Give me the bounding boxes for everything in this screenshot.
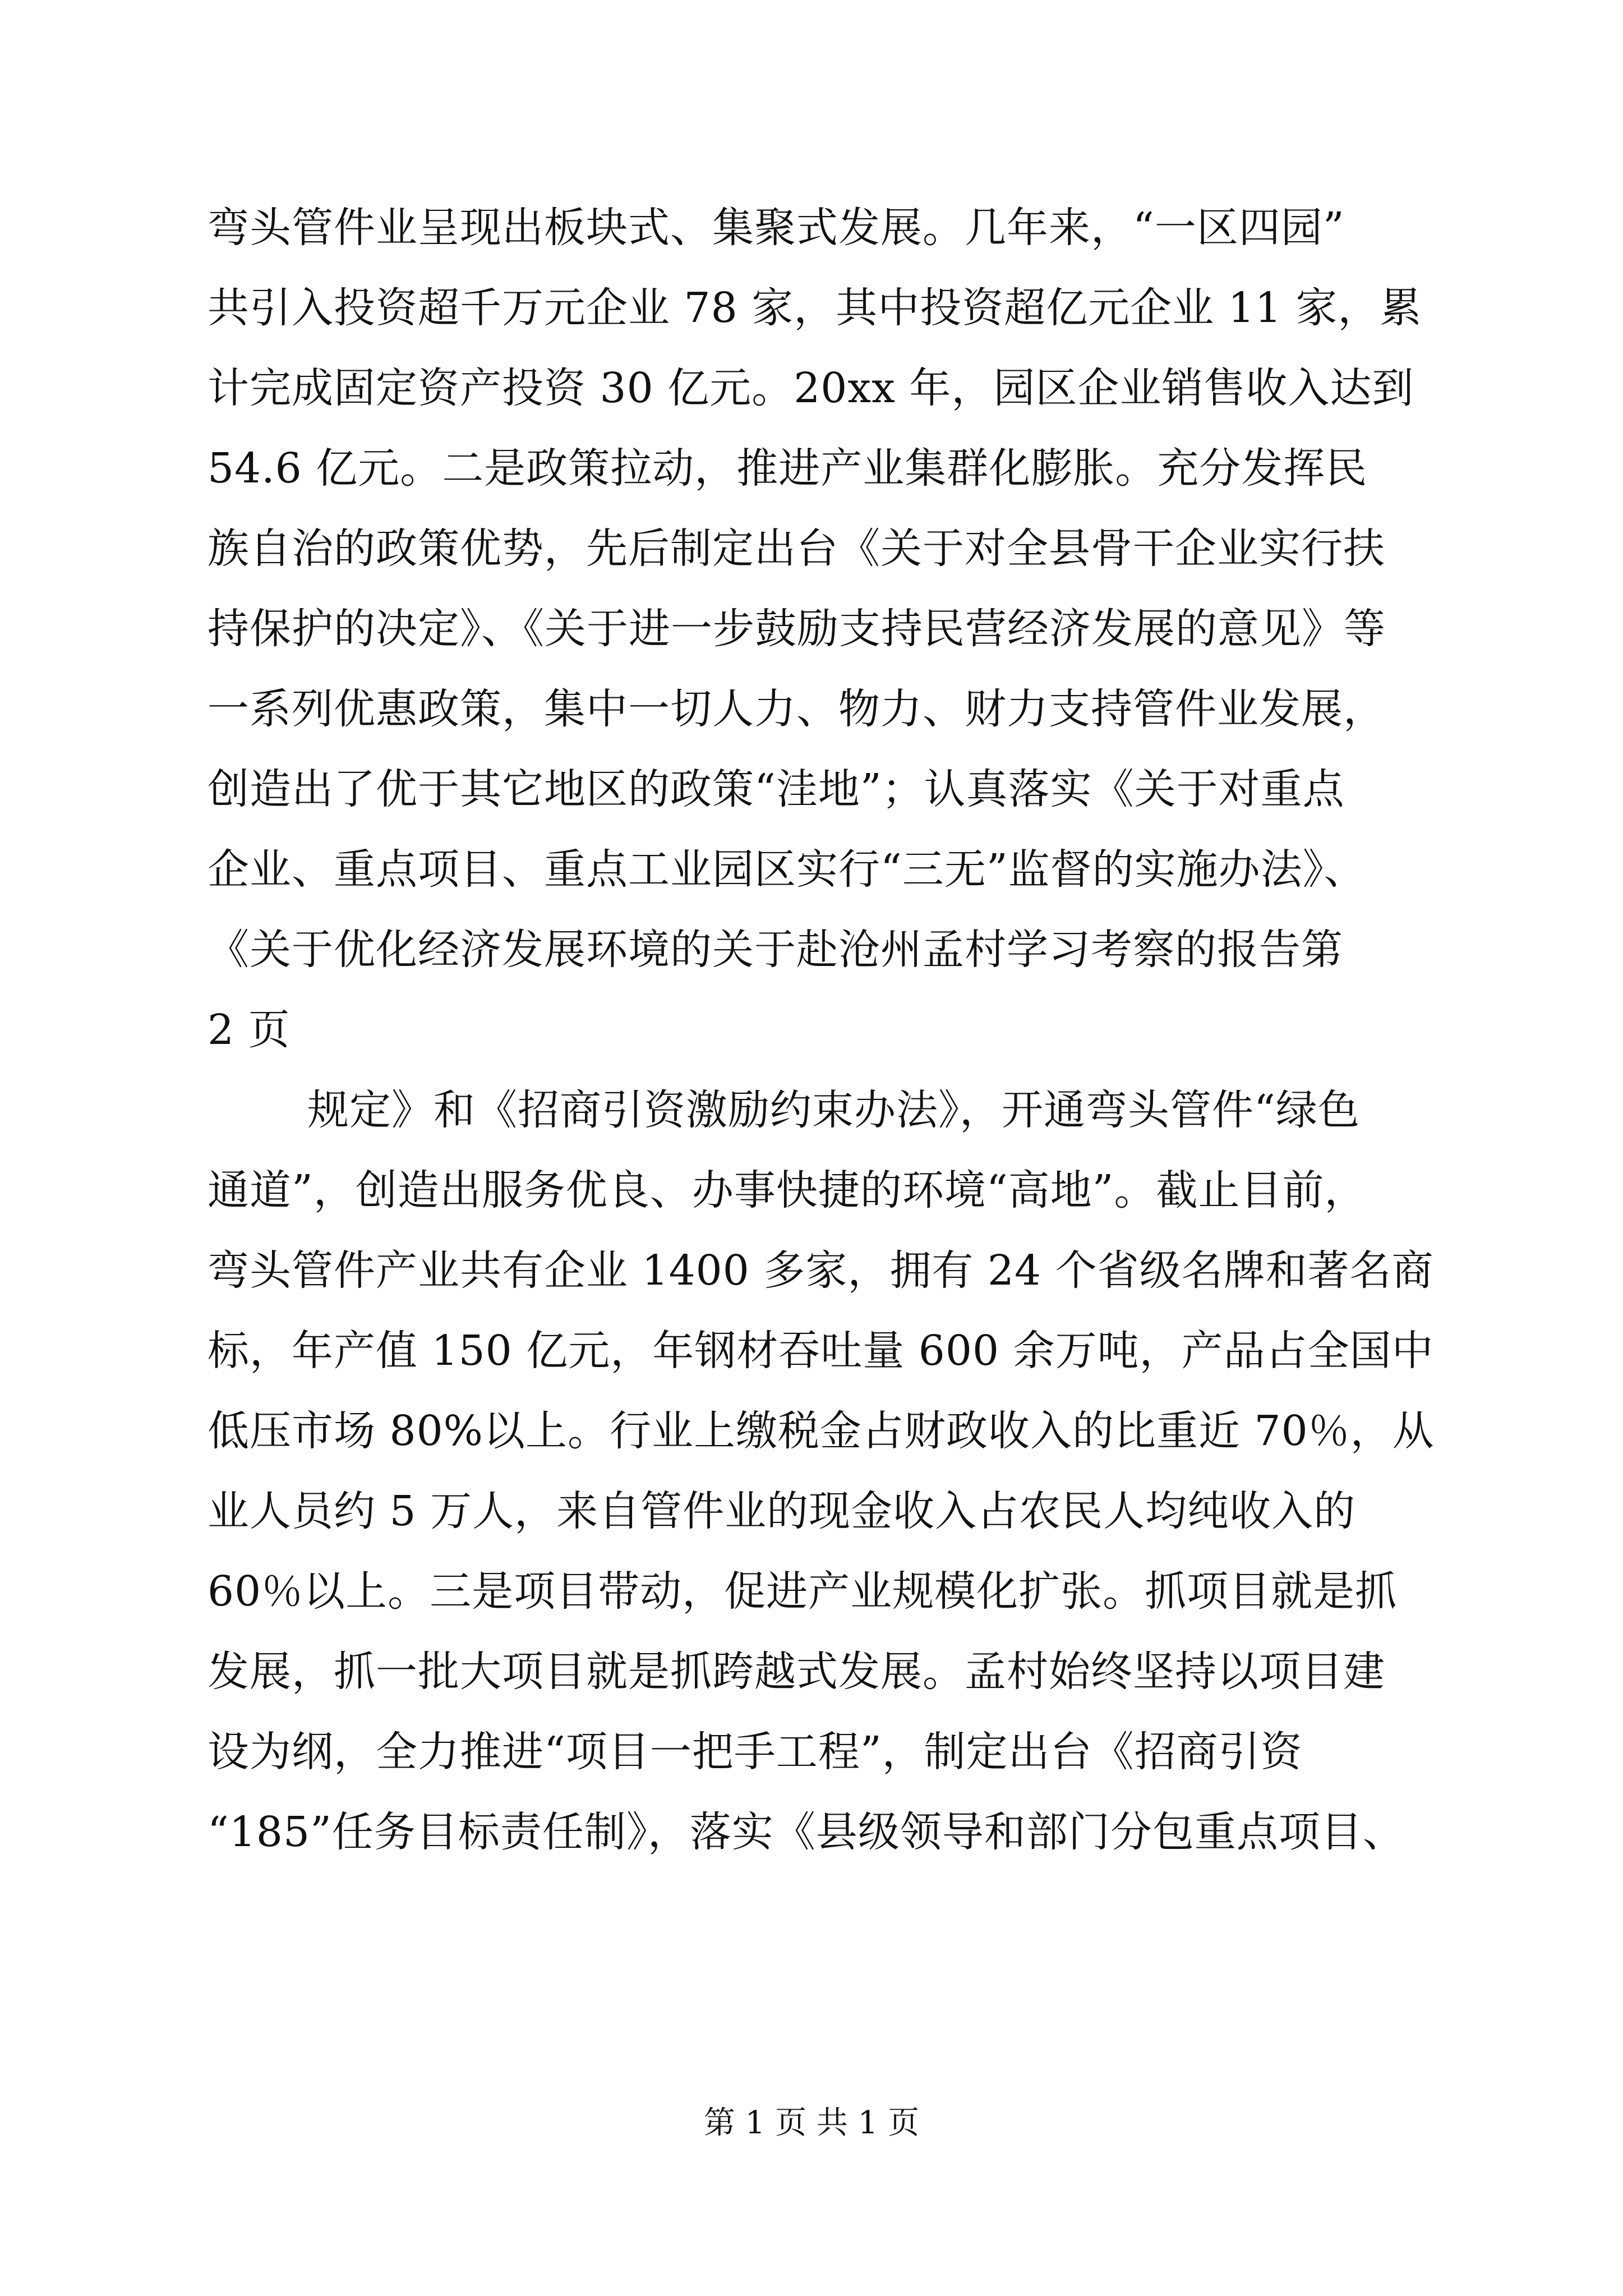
text-line: 创造出了优于其它地区的政策“洼地”；认真落实《关于对重点 bbox=[208, 765, 1345, 813]
text-line: 弯头管件业呈现出板块式、集聚式发展。几年来，“一区四园” bbox=[208, 204, 1345, 252]
text-line: 持保护的决定》、《关于进一步鼓励支持民营经济发展的意见》等 bbox=[208, 605, 1386, 653]
page-footer: 第 1 页 共 1 页 bbox=[703, 2105, 920, 2141]
text-line: 业人员约 5 万人，来自管件业的现金收入占农民人均纯收入的 bbox=[208, 1487, 1356, 1535]
text-line: 一系列优惠政策，集中一切人力、物力、财力支持管件业发展， bbox=[208, 685, 1385, 733]
text-line: 发展，抓一批大项目就是抓跨越式发展。孟村始终坚持以项目建 bbox=[208, 1648, 1385, 1696]
body-text bbox=[208, 188, 1435, 1872]
text-line: 设为纲，全力推进“项目一把手工程”，制定出台《招商引资 bbox=[208, 1728, 1303, 1776]
text-line: 低压市场 80%以上。行业上缴税金占财政收入的比重近 70％，从 bbox=[208, 1407, 1435, 1455]
text-line: 通道”，创造出服务优良、办事快捷的环境“高地”。截止目前， bbox=[208, 1166, 1367, 1214]
text-line: 弯头管件产业共有企业 1400 多家，拥有 24 个省级名牌和著名商 bbox=[208, 1246, 1434, 1295]
text-line: 计完成固定资产投资 30 亿元。20xx 年，园区企业销售收入达到 bbox=[208, 364, 1414, 412]
text-line: 《关于优化经济发展环境的关于赴沧州孟村学习考察的报告第 bbox=[208, 926, 1343, 974]
text-line: “185”任务目标责任制》，落实《县级领导和部门分包重点项目、 bbox=[208, 1808, 1405, 1856]
text-line: 企业、重点项目、重点工业园区实行“三无”监督的实施办法》、 bbox=[208, 845, 1366, 894]
text-line: 54.6 亿元。二是政策拉动，推进产业集群化膨胀。充分发挥民 bbox=[208, 444, 1368, 493]
text-line: 族自治的政策优势，先后制定出台《关于对全县骨干企业实行扶 bbox=[208, 524, 1385, 573]
text-line: 标，年产值 150 亿元，年钢材吞吐量 600 余万吨，产品占全国中 bbox=[208, 1327, 1434, 1375]
text-line: 60％以上。三是项目带动，促进产业规模化扩张。抓项目就是抓 bbox=[208, 1567, 1398, 1616]
text-line: 共引入投资超千万元企业 78 家，其中投资超亿元企业 11 家，累 bbox=[208, 284, 1422, 332]
page-marker-line: 2 页 bbox=[208, 1006, 291, 1054]
paragraph-start-line: 规定》和《招商引资激励约束办法》，开通弯头管件“绿色 bbox=[307, 1086, 1360, 1134]
